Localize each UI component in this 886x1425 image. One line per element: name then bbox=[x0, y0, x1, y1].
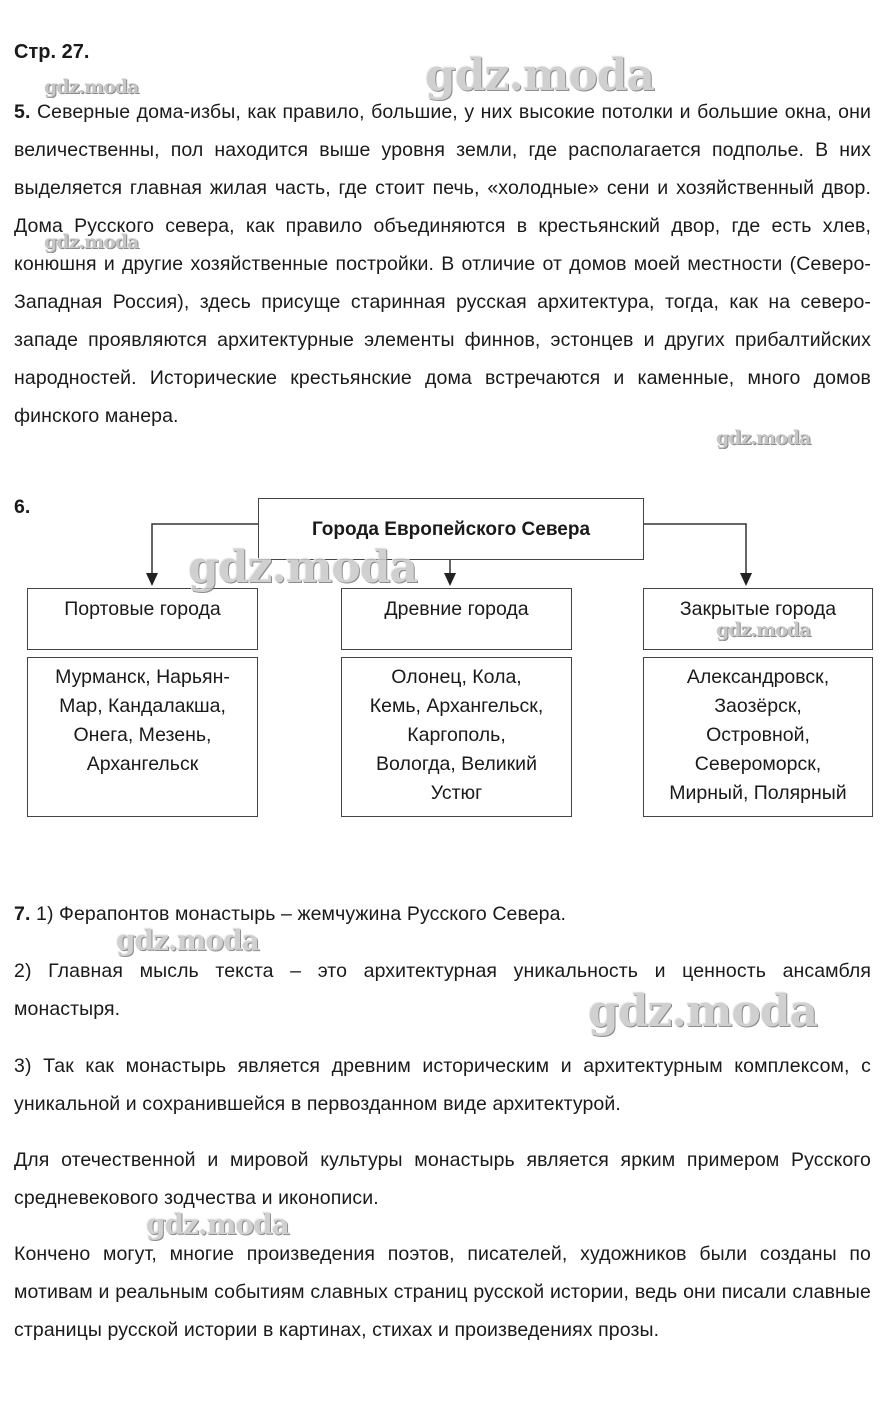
category-closed: Закрытые города bbox=[643, 588, 873, 650]
watermark: gdz.moda bbox=[425, 50, 655, 101]
watermark: gdz.moda bbox=[188, 542, 418, 593]
category-ancient: Древние города bbox=[341, 588, 572, 650]
watermark: gdz.moda bbox=[116, 924, 259, 957]
arrowhead-icon bbox=[444, 573, 456, 586]
watermark: gdz.moda bbox=[716, 619, 811, 641]
city-line: Мурманск, Нарьян- bbox=[55, 666, 230, 688]
city-line: Мирный, Полярный bbox=[669, 782, 847, 804]
arrow-to-closed bbox=[643, 524, 746, 578]
city-line: Онега, Мезень, bbox=[73, 724, 212, 746]
city-line: Олонец, Кола, bbox=[391, 666, 522, 688]
city-line: Устюг bbox=[430, 782, 483, 804]
city-line: Архангельск bbox=[86, 753, 199, 775]
cities-ancient bbox=[341, 657, 572, 817]
arrowhead-icon bbox=[740, 573, 752, 586]
arrowhead-icon bbox=[146, 573, 158, 586]
watermark: gdz.moda bbox=[716, 427, 811, 449]
city-line: Александровск, bbox=[686, 666, 830, 688]
city-line: Островной, bbox=[706, 724, 810, 746]
city-line: Кемь, Архангельск, bbox=[369, 695, 544, 717]
city-line: Каргополь, bbox=[407, 724, 506, 746]
city-line: Мар, Кандалакша, bbox=[59, 695, 226, 717]
cities-ports bbox=[27, 657, 258, 817]
cities-closed bbox=[643, 657, 873, 817]
task7-number: 7. bbox=[14, 903, 31, 925]
task7-line1-text: 1) Ферапонтов монастырь – жемчужина Русского Севера. bbox=[36, 903, 567, 925]
watermark: gdz.moda bbox=[44, 231, 139, 253]
task6-number: 6. bbox=[14, 496, 31, 518]
category-ports: Портовые города bbox=[27, 588, 258, 650]
watermark: gdz.moda bbox=[146, 1208, 289, 1241]
city-line: Североморск, bbox=[694, 753, 822, 775]
task7-paragraph5: Кончено могут, многие произведения поэтов, писателей, художников были созданы по мотивам и реальным событиям славных страниц русской истории, ведь они писали славные страницы русской истории в картинах, стихах и произведениях прозы. bbox=[14, 1243, 871, 1341]
task7-paragraph4: Для отечественной и мировой культуры монастырь является ярким примером Русского средневекового зодчества и иконописи. bbox=[14, 1149, 871, 1209]
watermark: gdz.moda bbox=[44, 76, 139, 98]
city-line: Заозёрск, bbox=[714, 695, 802, 717]
task5-text: Северные дома-избы, как правило, большие, у них высокие потолки и большие окна, они величественны, пол находится выше уровня земли, где располагается подполье. В них выделяется главная жилая часть, где стоит печь, «холодные» сени и хозяйственный двор. Дома Русского севера, как правило объединяются в крестьянский двор, где есть хлев, конюшня и другие хозяйственные постройки. В отличие от домов моей местности (Северо-Западная Россия), здесь присуще старинная русская архитектура, тогда, как на северо-западе проявляются архитектурные элементы финнов, эстонцев и других прибалтийских народностей. Исторические крестьянские дома встречаются и каменные, много домов финского манера. bbox=[14, 101, 871, 427]
task7-line3: 3) Так как монастырь является древним историческим и архитектурным комплексом, с уникальной и сохранившейся в первозданном виде архитектурой. bbox=[14, 1055, 871, 1115]
task5-number: 5. bbox=[14, 101, 31, 123]
diagram-root: Города Европейского Севера bbox=[258, 498, 644, 560]
task7-line2: 2) Главная мысль текста – это архитектурная уникальность и ценность ансамбля монастыря. bbox=[14, 960, 871, 1020]
watermark: gdz.moda bbox=[588, 986, 818, 1037]
page-label: Стр. 27. bbox=[14, 41, 90, 63]
city-line: Вологда, Великий bbox=[376, 753, 537, 775]
